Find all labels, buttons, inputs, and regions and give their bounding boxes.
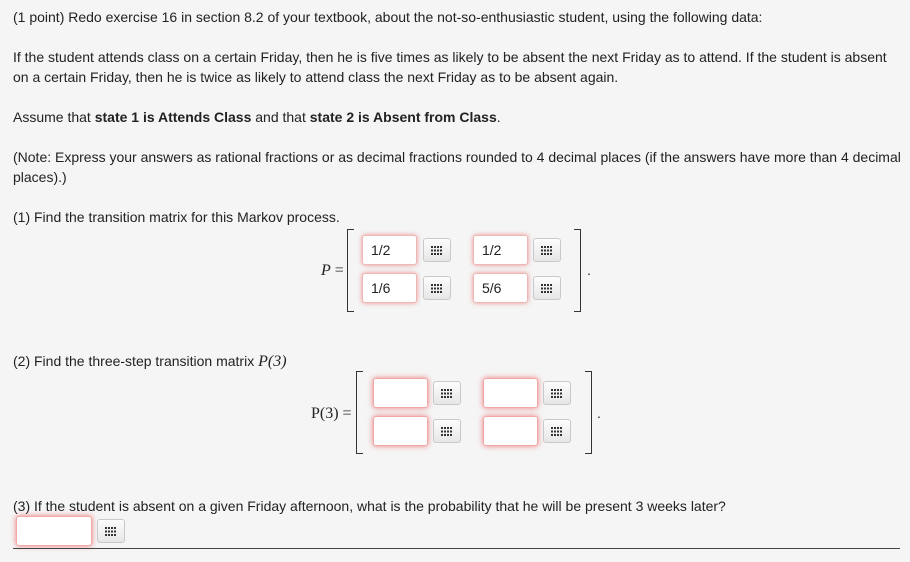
p-cell-1-1-matrix-button[interactable] <box>423 238 451 262</box>
matrix-p-label: P = <box>321 262 344 279</box>
assumption: Assume that state 1 is Attends Class and that state 2 is Absent from Class. <box>13 109 501 125</box>
p3-cell-2-2-matrix-button[interactable] <box>543 419 571 443</box>
p-cell-2-1[interactable]: 1/6 <box>362 273 417 303</box>
left-bracket <box>356 371 363 454</box>
question-1: (1) Find the transition matrix for this Markov process. <box>13 209 340 225</box>
question-2: (2) Find the three-step transition matrix P(3) <box>13 353 287 370</box>
grid-icon <box>441 389 453 398</box>
problem-data: If the student attends class on a certain Friday, then he is five times as likely to be absent the next Friday as to attend. If the student is absent on a certain Friday, then he is twice as likely to attend class the next Friday as to be absent again. <box>13 49 887 85</box>
grid-icon <box>441 427 453 436</box>
grid-icon <box>431 284 443 293</box>
p-cell-2-1-matrix-button[interactable] <box>423 276 451 300</box>
problem-intro: (1 point) Redo exercise 16 in section 8.2 of your textbook, about the not-so-enthusiastic student, using the following data: <box>13 9 763 25</box>
p-cell-1-2[interactable]: 1/2 <box>473 235 528 265</box>
p3-cell-2-2[interactable] <box>483 416 538 446</box>
grid-icon <box>431 246 443 255</box>
grid-icon <box>551 427 563 436</box>
left-bracket <box>347 229 354 312</box>
grid-icon <box>541 246 553 255</box>
p-cell-2-2[interactable]: 5/6 <box>473 273 528 303</box>
q3-answer-input[interactable] <box>16 516 92 546</box>
matrix-p3-label: P(3) = <box>311 405 352 422</box>
matrix-end-mark: . <box>597 405 601 421</box>
grid-icon <box>541 284 553 293</box>
question-3: (3) If the student is absent on a given Friday afternoon, what is the probability that he will be present 3 weeks later? <box>13 498 726 514</box>
p-cell-2-2-matrix-button[interactable] <box>533 276 561 300</box>
divider <box>13 548 900 549</box>
right-bracket <box>574 229 581 312</box>
note: (Note: Express your answers as rational fractions or as decimal fractions rounded to 4 decimal places (if the answers have more than 4 decimal places).) <box>13 149 901 185</box>
q3-matrix-button[interactable] <box>97 519 125 543</box>
grid-icon <box>551 389 563 398</box>
p-cell-1-2-matrix-button[interactable] <box>533 238 561 262</box>
p3-cell-2-1[interactable] <box>373 416 428 446</box>
p3-cell-2-1-matrix-button[interactable] <box>433 419 461 443</box>
p3-cell-1-1[interactable] <box>373 378 428 408</box>
matrix-end-mark: . <box>587 262 591 278</box>
right-bracket <box>585 371 592 454</box>
p3-cell-1-2[interactable] <box>483 378 538 408</box>
p3-cell-1-1-matrix-button[interactable] <box>433 381 461 405</box>
p-cell-1-1[interactable]: 1/2 <box>362 235 417 265</box>
p3-cell-1-2-matrix-button[interactable] <box>543 381 571 405</box>
grid-icon <box>105 527 117 536</box>
